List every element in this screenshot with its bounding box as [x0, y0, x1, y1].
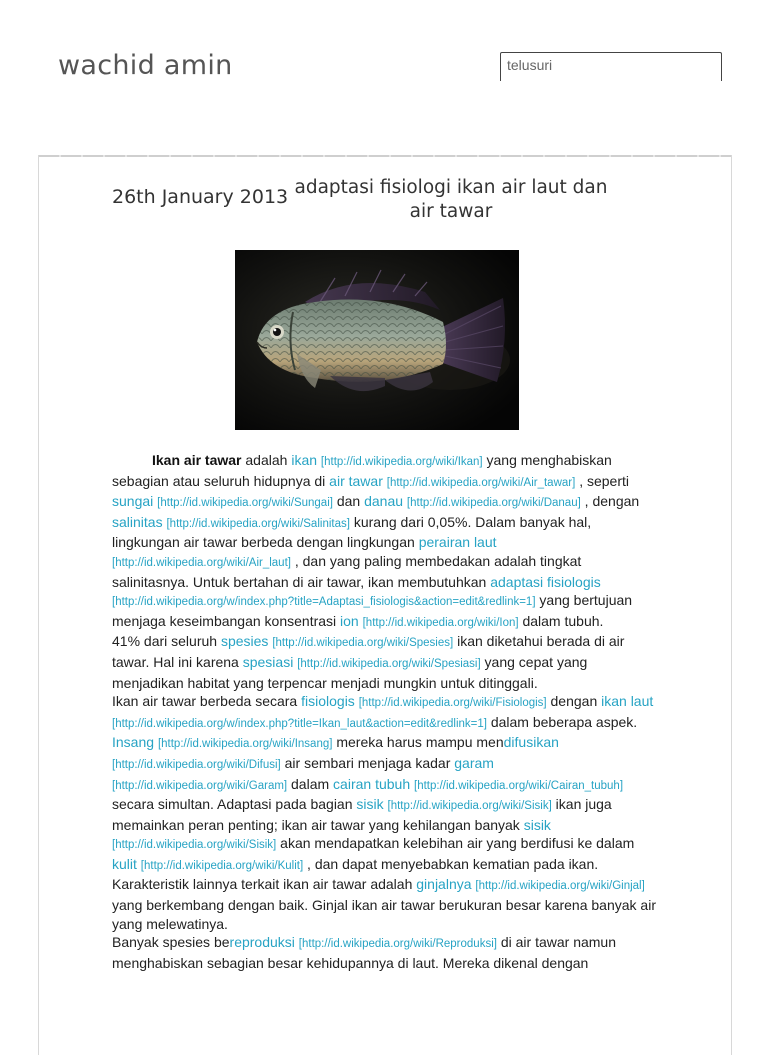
body-text: , dengan: [580, 493, 640, 510]
wiki-link-url[interactable]: [http://id.wikipedia.org/wiki/Sisik]: [112, 839, 277, 852]
post-body: [112, 451, 660, 972]
fish-photo: [235, 250, 519, 430]
wiki-link[interactable]: ikan: [291, 452, 318, 468]
wiki-link-url[interactable]: [http://id.wikipedia.org/wiki/Air_laut]: [112, 556, 291, 569]
wiki-link[interactable]: salinitas: [112, 513, 163, 530]
wiki-link-url[interactable]: [http://id.wikipedia.org/wiki/Sisik]: [387, 800, 552, 813]
body-text: Banyak spesies be: [112, 934, 230, 951]
wiki-link[interactable]: fisiologis: [301, 693, 355, 710]
wiki-link-url[interactable]: [http://id.wikipedia.org/wiki/Spesies]: [272, 637, 454, 650]
wiki-link[interactable]: spesies: [220, 633, 269, 650]
wiki-link-url[interactable]: [http://id.wikipedia.org/wiki/Danau]: [406, 497, 581, 510]
body-text: kurang dari 0,05%. Dalam banyak hal, lingkungan air tawar berbeda dengan lingkungan: [112, 513, 592, 551]
wiki-link[interactable]: Insang: [112, 734, 155, 751]
post-paragraph: [112, 632, 660, 692]
wiki-link[interactable]: garam: [454, 754, 494, 771]
body-text: yang bertujuan menjaga keseimbangan konsentrasi: [112, 592, 633, 629]
wiki-link-url[interactable]: [http://id.wikipedia.org/w/index.php?title=Ikan_laut&action=edit&redlink=1]: [112, 717, 487, 730]
post-paragraph: [112, 692, 660, 875]
body-text: yang berkembang dengan baik. Ginjal ikan air tawar berukuran besar karena banyak air yang melewatinya.: [112, 897, 656, 932]
body-text: ikan diketahui berada di air tawar. Hal ini karena: [112, 633, 625, 670]
body-text: dalam tubuh.: [518, 612, 604, 629]
wiki-link[interactable]: air tawar: [329, 472, 383, 489]
wiki-link[interactable]: sungai: [112, 493, 154, 510]
wiki-link-url[interactable]: [http://id.wikipedia.org/wiki/Spesiasi]: [297, 657, 481, 670]
body-text: mereka harus mampu men: [332, 734, 504, 751]
body-text: adalah: [241, 452, 292, 468]
body-text: dalam beberapa aspek.: [486, 713, 638, 730]
wiki-link[interactable]: difusikan: [503, 734, 559, 751]
wiki-link-url[interactable]: [http://id.wikipedia.org/wiki/Sungai]: [157, 497, 333, 510]
body-text: , dan dapat menyebabkan kematian pada ikan.: [303, 855, 599, 872]
wiki-link-url[interactable]: [http://id.wikipedia.org/wiki/Salinitas]: [166, 517, 350, 530]
wiki-link-url[interactable]: [http://id.wikipedia.org/wiki/Fisiologis]: [358, 697, 547, 710]
wiki-link-url[interactable]: [http://id.wikipedia.org/wiki/Ion]: [362, 616, 519, 629]
search-box[interactable]: [500, 52, 722, 81]
wiki-link-url[interactable]: [http://id.wikipedia.org/wiki/Garam]: [112, 779, 288, 792]
body-text: yang menghabiskan sebagian atau seluruh hidupnya di: [112, 452, 612, 489]
post-paragraph: [112, 875, 660, 933]
wiki-link[interactable]: ginjalnya: [416, 876, 472, 893]
wiki-link[interactable]: ikan laut: [601, 693, 654, 710]
wiki-link[interactable]: spesiasi: [242, 653, 294, 670]
wiki-link[interactable]: sisik: [523, 816, 551, 833]
bold-term: Ikan air tawar: [152, 452, 242, 468]
wiki-link[interactable]: cairan tubuh: [333, 775, 411, 792]
post-title[interactable]: adaptasi fisiologi ikan air laut dan air tawar: [294, 177, 608, 222]
wiki-link[interactable]: sisik: [356, 796, 384, 813]
body-text: Karakteristik lainnya terkait ikan air tawar adalah: [112, 876, 417, 893]
body-text: akan mendapatkan kelebihan air yang berdifusi ke dalam: [276, 835, 635, 852]
wiki-link[interactable]: kulit: [112, 855, 137, 872]
card-top-border: [39, 155, 731, 157]
body-text: 41% dari seluruh: [112, 633, 221, 650]
post-paragraph: [112, 933, 660, 972]
wiki-link-url[interactable]: [http://id.wikipedia.org/wiki/Cairan_tubuh]: [414, 779, 624, 792]
wiki-link[interactable]: adaptasi fisiologis: [490, 573, 601, 590]
wiki-link-url[interactable]: [http://id.wikipedia.org/wiki/Ginjal]: [475, 880, 645, 893]
body-text: dan: [332, 493, 365, 510]
blog-title[interactable]: wachid amin: [58, 50, 233, 81]
post-paragraph: [112, 451, 660, 632]
body-text: secara simultan. Adaptasi pada bagian: [112, 796, 357, 813]
wiki-link-url[interactable]: [http://id.wikipedia.org/w/index.php?title=Adaptasi_fisiologis&action=edit&redlink=1]: [112, 596, 536, 609]
body-text: ikan juga memainkan peran penting; ikan air tawar yang kehilangan banyak: [112, 796, 612, 833]
search-input[interactable]: [507, 57, 707, 73]
wiki-link[interactable]: perairan laut: [418, 534, 497, 551]
wiki-link-url[interactable]: [http://id.wikipedia.org/wiki/Air_tawar]: [386, 476, 576, 489]
wiki-link-url[interactable]: [http://id.wikipedia.org/wiki/Ikan]: [320, 456, 483, 468]
body-text: Ikan air tawar berbeda secara: [112, 693, 302, 710]
body-text: dengan: [546, 693, 602, 710]
body-text: , seperti: [575, 472, 630, 489]
body-text: di air tawar namun menghabiskan sebagian besar kehidupannya di laut. Mereka dikenal dengan: [112, 934, 617, 971]
body-text: yang cepat yang menjadikan habitat yang terpencar menjadi mungkin untuk ditinggali.: [112, 653, 588, 691]
body-text: dalam: [287, 775, 334, 792]
wiki-link-url[interactable]: [http://id.wikipedia.org/wiki/Insang]: [157, 738, 333, 751]
wiki-link[interactable]: danau: [364, 493, 404, 510]
wiki-link-url[interactable]: [http://id.wikipedia.org/wiki/Reproduksi]: [298, 938, 497, 951]
fish-illustration: [235, 250, 519, 430]
wiki-link-url[interactable]: [http://id.wikipedia.org/wiki/Difusi]: [112, 758, 281, 771]
wiki-link[interactable]: reproduksi: [229, 934, 295, 951]
body-text: , dan yang paling membedakan adalah tingkat salinitasnya. Untuk bertahan di air tawar, ikan membutuhkan: [112, 552, 582, 590]
body-text: air sembari menjaga kadar: [280, 754, 455, 771]
wiki-link[interactable]: ion: [340, 612, 359, 629]
post-date: 26th January 2013: [112, 186, 289, 208]
wiki-link-url[interactable]: [http://id.wikipedia.org/wiki/Kulit]: [140, 859, 304, 872]
